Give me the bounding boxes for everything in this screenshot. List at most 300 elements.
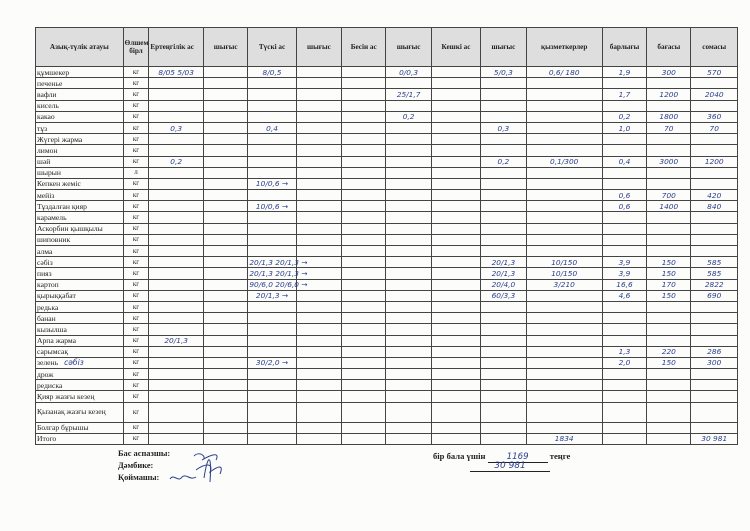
row-sum <box>691 313 738 324</box>
row-sum <box>691 380 738 391</box>
row-snack <box>342 391 386 402</box>
row-dinner <box>431 212 480 223</box>
row-sum <box>691 422 738 433</box>
row-price <box>647 369 691 380</box>
row-snack <box>342 100 386 111</box>
row-snack <box>342 178 386 189</box>
row-out-4 <box>481 223 526 234</box>
row-lunch <box>248 346 296 357</box>
row-snack <box>342 357 386 368</box>
row-out-2 <box>296 335 341 346</box>
row-total <box>602 380 646 391</box>
row-dinner <box>431 78 480 89</box>
table-row <box>36 122 738 133</box>
row-breakfast <box>149 134 204 145</box>
row-dinner <box>431 134 480 145</box>
col-out-3: шығыс <box>386 28 431 67</box>
table-row <box>36 178 738 189</box>
row-out-4 <box>481 433 526 444</box>
row-sum <box>691 167 738 178</box>
row-out-3 <box>386 257 431 268</box>
row-unit: кг <box>123 290 149 301</box>
table-row <box>36 67 738 78</box>
row-name <box>36 357 124 368</box>
row-breakfast <box>149 380 204 391</box>
row-lunch <box>248 212 296 223</box>
row-name: қырыққабат <box>36 290 124 301</box>
row-snack <box>342 167 386 178</box>
row-snack <box>342 257 386 268</box>
row-out-4: 20/1,3 <box>481 257 526 268</box>
table-row <box>36 391 738 402</box>
row-price: 1800 <box>647 111 691 122</box>
row-name: сарымсақ <box>36 346 124 357</box>
table-row <box>36 145 738 156</box>
chef-label: Бас аспазшы: <box>118 449 171 458</box>
row-out-2 <box>296 145 341 156</box>
row-out-4 <box>481 100 526 111</box>
row-out-2 <box>296 422 341 433</box>
row-out-4 <box>481 234 526 245</box>
table-row <box>36 279 738 290</box>
row-snack <box>342 89 386 100</box>
row-breakfast <box>149 433 204 444</box>
row-unit: кг <box>123 335 149 346</box>
row-unit: кг <box>123 357 149 368</box>
row-out-3 <box>386 223 431 234</box>
row-total <box>602 178 646 189</box>
signature-block <box>118 448 170 484</box>
row-out-3 <box>386 391 431 402</box>
row-out-3 <box>386 402 431 422</box>
row-lunch <box>248 369 296 380</box>
row-out-4 <box>481 111 526 122</box>
col-out-1: шығыс <box>204 28 248 67</box>
row-breakfast <box>149 324 204 335</box>
row-price: 1400 <box>647 201 691 212</box>
row-dinner <box>431 268 480 279</box>
row-out-4 <box>481 357 526 368</box>
row-dinner <box>431 346 480 357</box>
row-out-4: 0,3 <box>481 122 526 133</box>
row-sum: 420 <box>691 190 738 201</box>
row-out-3 <box>386 122 431 133</box>
row-lunch <box>248 422 296 433</box>
row-out-1 <box>204 335 248 346</box>
table-row <box>36 357 738 368</box>
dietsister-label: Дәмбике: <box>118 461 154 470</box>
row-price: 1200 <box>647 89 691 100</box>
row-breakfast <box>149 178 204 189</box>
row-out-4 <box>481 167 526 178</box>
row-unit: кг <box>123 190 149 201</box>
row-out-1 <box>204 422 248 433</box>
row-price <box>647 234 691 245</box>
row-dinner <box>431 167 480 178</box>
row-out-3 <box>386 346 431 357</box>
row-out-1 <box>204 223 248 234</box>
row-name: какао <box>36 111 124 122</box>
row-price <box>647 100 691 111</box>
row-dinner <box>431 369 480 380</box>
row-unit: кг <box>123 212 149 223</box>
row-sum: 840 <box>691 201 738 212</box>
row-price: 700 <box>647 190 691 201</box>
row-unit: кг <box>123 111 149 122</box>
row-name: карамель <box>36 212 124 223</box>
row-sum <box>691 223 738 234</box>
row-out-4 <box>481 391 526 402</box>
row-staff <box>526 223 602 234</box>
row-name: сәбіз <box>36 257 124 268</box>
row-sum <box>691 212 738 223</box>
row-price: 150 <box>647 357 691 368</box>
row-out-1 <box>204 313 248 324</box>
row-out-1 <box>204 111 248 122</box>
row-name: кисель <box>36 100 124 111</box>
row-dinner <box>431 391 480 402</box>
row-out-3 <box>386 178 431 189</box>
row-breakfast <box>149 111 204 122</box>
row-dinner <box>431 279 480 290</box>
row-lunch: 0,4 <box>248 122 296 133</box>
col-dinner: Кешкі ас <box>431 28 480 67</box>
row-lunch <box>248 89 296 100</box>
row-total <box>602 335 646 346</box>
row-price <box>647 178 691 189</box>
table-row <box>36 78 738 89</box>
row-out-3 <box>386 433 431 444</box>
table-row <box>36 335 738 346</box>
row-sum: 690 <box>691 290 738 301</box>
row-staff <box>526 212 602 223</box>
row-price: 150 <box>647 268 691 279</box>
row-lunch <box>248 78 296 89</box>
row-dinner <box>431 178 480 189</box>
row-snack <box>342 324 386 335</box>
col-sum: сомасы <box>691 28 738 67</box>
row-name: редька <box>36 301 124 312</box>
row-out-2 <box>296 313 341 324</box>
row-staff: 0,6/ 180 <box>526 67 602 78</box>
row-unit: кг <box>123 268 149 279</box>
col-price: бағасы <box>647 28 691 67</box>
row-name: шырын <box>36 167 124 178</box>
row-dinner <box>431 290 480 301</box>
row-breakfast <box>149 279 204 290</box>
table-row <box>36 290 738 301</box>
row-total <box>602 134 646 145</box>
row-total <box>602 100 646 111</box>
row-total: 1,3 <box>602 346 646 357</box>
row-out-4: 20/1,3 <box>481 268 526 279</box>
row-lunch: 8/0,5 <box>248 67 296 78</box>
row-sum <box>691 246 738 257</box>
row-price <box>647 246 691 257</box>
row-staff <box>526 100 602 111</box>
row-price <box>647 167 691 178</box>
row-out-3: 25/1,7 <box>386 89 431 100</box>
row-staff <box>526 335 602 346</box>
row-snack <box>342 156 386 167</box>
row-sum <box>691 391 738 402</box>
row-total <box>602 433 646 444</box>
row-name: құмшекер <box>36 67 124 78</box>
row-name: Аскорбин қышқылы <box>36 223 124 234</box>
row-lunch <box>248 134 296 145</box>
row-out-2 <box>296 324 341 335</box>
row-total <box>602 78 646 89</box>
row-out-3: 0,2 <box>386 111 431 122</box>
row-out-2 <box>296 190 341 201</box>
row-staff <box>526 313 602 324</box>
row-breakfast <box>149 346 204 357</box>
col-name: Азық-түлік атауы <box>36 28 124 67</box>
row-unit: кг <box>123 346 149 357</box>
row-lunch <box>248 156 296 167</box>
row-staff: 0,1/300 <box>526 156 602 167</box>
row-out-4: 0,2 <box>481 156 526 167</box>
row-name: кызылша <box>36 324 124 335</box>
row-unit: кг <box>123 78 149 89</box>
row-sum: 286 <box>691 346 738 357</box>
row-unit: кг <box>123 422 149 433</box>
row-snack <box>342 369 386 380</box>
table-row <box>36 89 738 100</box>
row-sum: 30 981 <box>691 433 738 444</box>
row-dinner <box>431 313 480 324</box>
row-unit: кг <box>123 380 149 391</box>
row-breakfast <box>149 257 204 268</box>
row-name: дрож <box>36 369 124 380</box>
row-out-3 <box>386 201 431 212</box>
row-out-1 <box>204 346 248 357</box>
row-sum <box>691 134 738 145</box>
row-breakfast <box>149 369 204 380</box>
row-breakfast <box>149 167 204 178</box>
row-unit: кг <box>123 391 149 402</box>
row-out-1 <box>204 301 248 312</box>
row-out-1 <box>204 433 248 444</box>
row-sum <box>691 402 738 422</box>
row-staff <box>526 391 602 402</box>
row-breakfast <box>149 223 204 234</box>
row-snack <box>342 67 386 78</box>
row-sum: 585 <box>691 268 738 279</box>
row-out-4 <box>481 301 526 312</box>
row-breakfast <box>149 301 204 312</box>
row-dinner <box>431 257 480 268</box>
row-name: лимон <box>36 145 124 156</box>
storekeeper-label: Қоймашы: <box>118 473 160 482</box>
row-out-4: 20/4,0 <box>481 279 526 290</box>
row-snack <box>342 134 386 145</box>
table-row <box>36 313 738 324</box>
row-lunch <box>248 167 296 178</box>
row-dinner <box>431 122 480 133</box>
row-snack <box>342 402 386 422</box>
row-staff <box>526 301 602 312</box>
row-total <box>602 313 646 324</box>
row-out-4 <box>481 190 526 201</box>
row-total: 3,9 <box>602 257 646 268</box>
row-sum: 2822 <box>691 279 738 290</box>
row-out-3 <box>386 357 431 368</box>
table-body <box>36 67 738 445</box>
row-price <box>647 301 691 312</box>
row-price: 150 <box>647 290 691 301</box>
row-staff: 10/150 <box>526 268 602 279</box>
row-out-3 <box>386 335 431 346</box>
row-out-1 <box>204 134 248 145</box>
row-staff <box>526 134 602 145</box>
row-out-4 <box>481 380 526 391</box>
row-out-4: 60/3,3 <box>481 290 526 301</box>
row-lunch <box>248 402 296 422</box>
row-snack <box>342 122 386 133</box>
row-out-3 <box>386 246 431 257</box>
row-total: 3,9 <box>602 268 646 279</box>
row-total <box>602 167 646 178</box>
row-out-3 <box>386 422 431 433</box>
row-out-3 <box>386 167 431 178</box>
row-breakfast <box>149 190 204 201</box>
row-unit: кг <box>123 134 149 145</box>
row-unit: кг <box>123 89 149 100</box>
col-total: барлығы <box>602 28 646 67</box>
table-row <box>36 201 738 212</box>
row-total: 4,6 <box>602 290 646 301</box>
row-out-1 <box>204 279 248 290</box>
row-name: алма <box>36 246 124 257</box>
row-breakfast <box>149 313 204 324</box>
row-price <box>647 380 691 391</box>
row-lunch <box>248 111 296 122</box>
row-out-1 <box>204 357 248 368</box>
row-lunch: 10/0,6 → <box>248 201 296 212</box>
row-breakfast <box>149 422 204 433</box>
row-staff <box>526 78 602 89</box>
row-dinner <box>431 89 480 100</box>
row-out-3 <box>386 324 431 335</box>
row-price: 150 <box>647 257 691 268</box>
row-out-1 <box>204 268 248 279</box>
row-unit: кг <box>123 178 149 189</box>
row-out-2 <box>296 111 341 122</box>
row-out-1 <box>204 290 248 301</box>
row-dinner <box>431 223 480 234</box>
row-out-2 <box>296 223 341 234</box>
row-dinner <box>431 324 480 335</box>
row-out-2 <box>296 67 341 78</box>
row-breakfast: 0,2 <box>149 156 204 167</box>
row-name: Арпа жарма <box>36 335 124 346</box>
row-lunch <box>248 100 296 111</box>
row-staff <box>526 145 602 156</box>
col-lunch: Түскі ас <box>248 28 296 67</box>
row-dinner <box>431 402 480 422</box>
zelen-handwritten-note: сәбіз <box>64 358 84 368</box>
row-total <box>602 402 646 422</box>
row-snack <box>342 313 386 324</box>
table-row <box>36 369 738 380</box>
table-header-row <box>36 28 738 67</box>
row-unit: кг <box>123 246 149 257</box>
row-staff <box>526 324 602 335</box>
row-snack <box>342 234 386 245</box>
row-out-1 <box>204 122 248 133</box>
row-out-2 <box>296 201 341 212</box>
row-dinner <box>431 380 480 391</box>
row-dinner <box>431 357 480 368</box>
table-row <box>36 134 738 145</box>
row-breakfast <box>149 357 204 368</box>
row-snack <box>342 246 386 257</box>
row-lunch: 90/6,0 20/6,0 → <box>249 280 308 290</box>
row-breakfast: 0,3 <box>149 122 204 133</box>
total-sum-value: 30 981 <box>470 461 550 472</box>
row-sum <box>691 335 738 346</box>
row-lunch <box>248 391 296 402</box>
row-out-1 <box>204 212 248 223</box>
row-dinner <box>431 301 480 312</box>
row-out-4 <box>481 178 526 189</box>
row-out-3 <box>386 369 431 380</box>
row-out-3 <box>386 100 431 111</box>
row-out-1 <box>204 190 248 201</box>
row-snack <box>342 201 386 212</box>
row-out-2 <box>296 346 341 357</box>
row-out-2 <box>296 357 341 368</box>
row-snack <box>342 279 386 290</box>
row-out-3 <box>386 290 431 301</box>
row-staff <box>526 167 602 178</box>
row-unit: кг <box>123 145 149 156</box>
row-snack <box>342 301 386 312</box>
row-out-4 <box>481 246 526 257</box>
row-unit: кг <box>123 201 149 212</box>
row-lunch <box>248 301 296 312</box>
row-out-1 <box>204 100 248 111</box>
row-out-3 <box>386 145 431 156</box>
row-out-3 <box>386 301 431 312</box>
row-sum <box>691 178 738 189</box>
row-name: Кепкен жеміс <box>36 178 124 189</box>
row-out-1 <box>204 167 248 178</box>
table-row <box>36 324 738 335</box>
row-name: вафли <box>36 89 124 100</box>
row-staff: 10/150 <box>526 257 602 268</box>
table-row <box>36 246 738 257</box>
row-total <box>602 234 646 245</box>
row-snack <box>342 290 386 301</box>
row-out-4 <box>481 78 526 89</box>
row-sum <box>691 301 738 312</box>
row-snack <box>342 223 386 234</box>
row-dinner <box>431 100 480 111</box>
row-unit: кг <box>123 100 149 111</box>
row-price <box>647 335 691 346</box>
row-lunch: 20/1,3 20/1,3 → <box>249 268 308 278</box>
row-staff <box>526 369 602 380</box>
row-out-4 <box>481 134 526 145</box>
row-unit: кг <box>123 301 149 312</box>
row-unit: кг <box>123 402 149 422</box>
col-out-4: шығыс <box>481 28 526 67</box>
row-out-1 <box>204 178 248 189</box>
row-name: печенье <box>36 78 124 89</box>
row-breakfast: 20/1,3 <box>149 335 204 346</box>
